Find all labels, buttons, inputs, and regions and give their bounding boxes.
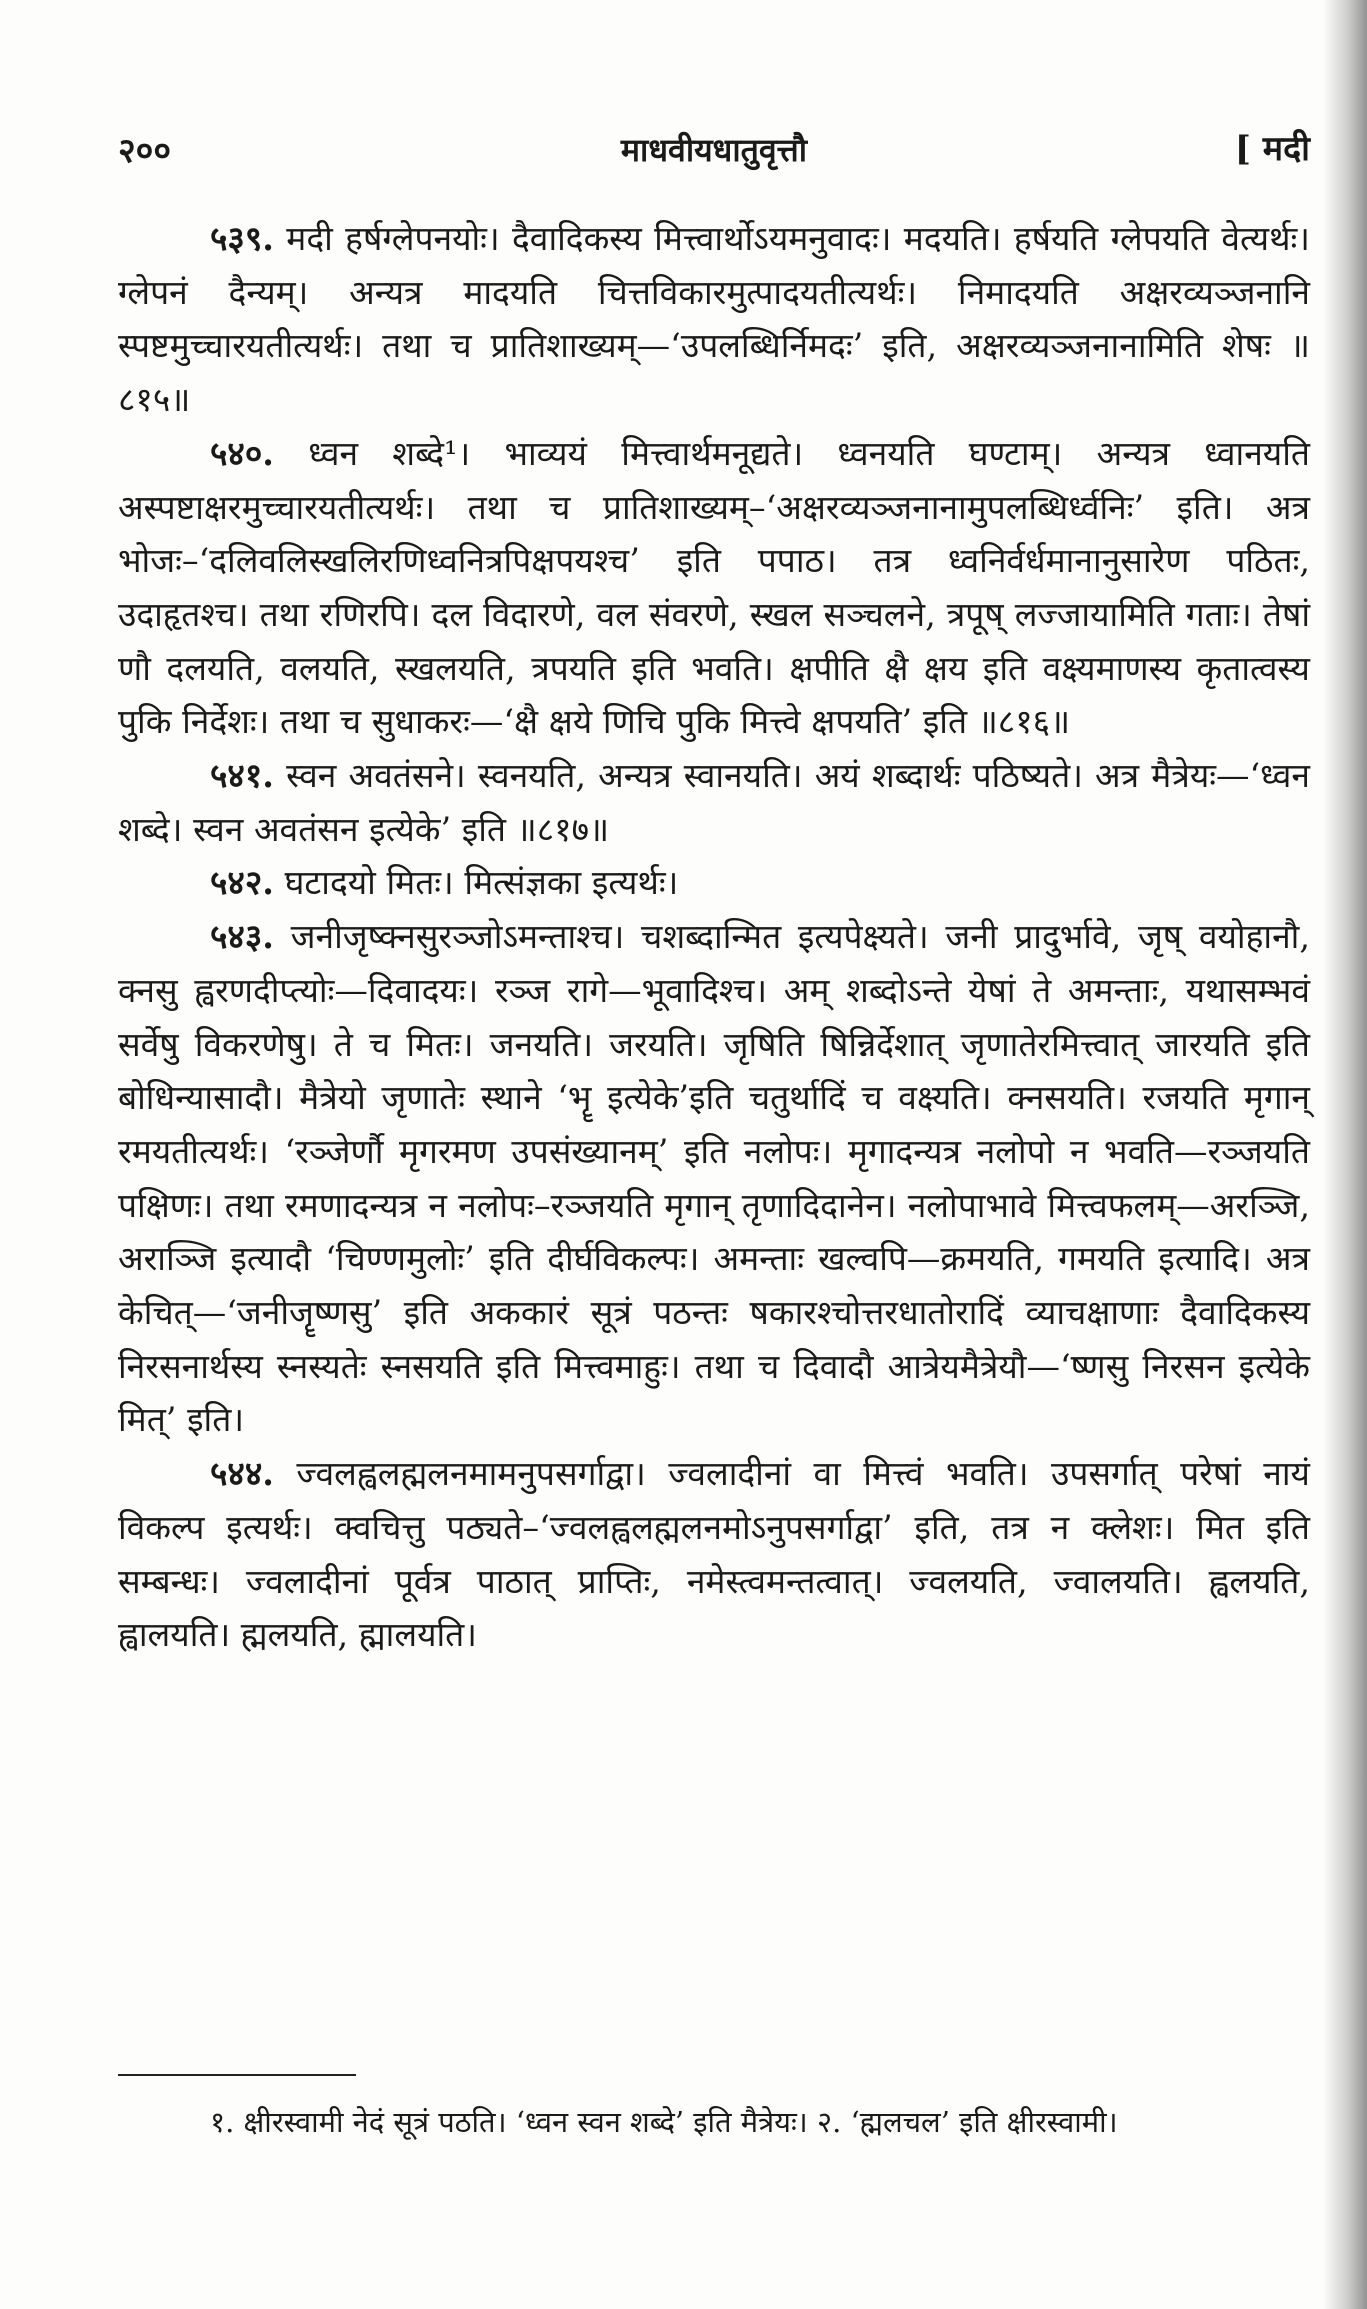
entry-539 [118,212,1310,427]
page-number: २०० [118,131,172,171]
entry-number: ५३९. [210,219,274,258]
entry-number: ५४०. [210,433,274,473]
entry-text: ज्वलह्वलह्मलनमामनुपसर्गाद्वा। ज्वलादीनां वा मित्त्वं भवति। उपसर्गात् परेषां नायं विकल्प इत्यर्थः। क्वचित्तु पठ्यते–‘ज्वलह्वलह्मलनमोऽनुपसर्गाद्वा’ इति, तत्र न क्लेशः। मित इति सम्बन्धः। ज्वलादीनां पूर्वत्र पाठात् प्राप्तिः, नमेस्त्वमन्तत्वात्। ज्वलयति, ज्वालयति। ह्वलयति, ह्वालयति। ह्मलयति, ह्मालयति। [118,1454,1310,1655]
entry-542 [118,856,1310,910]
footnote-divider [118,2074,356,2076]
entry-text: ध्वन शब्दे¹। भाव्ययं मित्त्वार्थमनूद्यते। ध्वनयति घण्टाम्। अन्यत्र ध्वानयति अस्पष्टाक्षरमुच्चारयतीत्यर्थः। तथा च प्रातिशाख्यम्–‘अक्षरव्यञ्जनानामुपलब्धिर्ध्वनिः’ इति। अत्र भोजः–‘दलिवलिस्खलिरणिध्वनित्रपिक्षपयश्च’ इति पपाठ। तत्र ध्वनिर्वर्धमानानुसारेण पठितः, उदाहृतश्च। तथा रणिरपि। दल विदारणे, वल संवरणे, स्खल सञ्चलने, त्रपूष् लज्जायामिति गताः। तेषां णौ दलयति, वलयति, स्खलयति, त्रपयति इति भवति। क्षपीति क्षै क्षय इति वक्ष्यमाणस्य कृतात्वस्य पुकि निर्देशः। तथा च सुधाकरः—‘क्षै क्षये णिचि पुकि मित्त्वे क्षपयति’ इति ॥८१६॥ [118,433,1310,742]
main-text [118,212,1310,1662]
entry-544 [118,1447,1310,1662]
entry-540 [118,427,1310,749]
entry-number: ५४३. [210,917,274,957]
entry-541 [118,749,1310,856]
entry-text: मदी हर्षग्लेपनयोः। दैवादिकस्य मित्त्वार्थोऽयमनुवादः। मदयति। हर्षयति ग्लेपयति वेत्यर्थः। ग्लेपनं दैन्यम्। अन्यत्र मादयति चित्तविकारमुत्पादयतीत्यर्थः। निमादयति अक्षरव्यञ्जनानि स्पष्टमुच्चारयतीत्यर्थः। तथा च प्रातिशाख्यम्—‘उपलब्धिर्निमदः’ इति, अक्षरव्यञ्जनानामिति शेषः ॥८१५॥ [118,219,1310,420]
section-tag: [ मदी [1234,129,1310,169]
entry-text: जनीजृष्क्नसुरञ्जोऽमन्ताश्च। चशब्दान्मित इत्यपेक्ष्यते। जनी प्रादुर्भावे, जृष् वयोहानौ, क्नसु ह्वरणदीप्त्योः—दिवादयः। रञ्ज रागे—भूवादिश्च। अम् शब्दोऽन्ते येषां ते अमन्ताः, यथासम्भवं सर्वेषु विकरणेषु। ते च मितः। जनयति। जरयति। जृषिति षिन्निर्देशात् जृणातेरमित्त्वात् जारयति इति बोधिन्यासादौ। मैत्रेयो जृणातेः स्थाने ‘भॄ इत्येके’इति चतुर्थादिं च वक्ष्यति। क्नसयति। रजयति मृगान् रमयतीत्यर्थः। ‘रञ्जेर्णौ मृगरमण उपसंख्यानम्’ इति नलोपः। मृगादन्यत्र नलोपो न भवति—रञ्जयति पक्षिणः। तथा रमणादन्यत्र न नलोपः–रञ्जयति मृगान् तृणादिदानेन। नलोपाभावे मित्त्वफलम्—अरञ्जि, अराञ्जि इत्यादौ ‘चिण्णमुलोः’ इति दीर्घविकल्पः। अमन्ताः खल्वपि—क्रमयति, गमयति इत्यादि। अत्र केचित्—‘जनीजॄष्णसु’ इति अककारं सूत्रं पठन्तः षकारश्चोत्तरधातोरादिं व्याचक्षाणाः दैवादिकस्य निरसनार्थस्य स्नस्यतेः स्नसयति इति मित्त्वमाहुः। तथा च दिवादौ आत्रेयमैत्रेयौ—‘ष्णसु निरसन इत्येके मित्’ इति। [118,917,1310,1440]
entry-543 [118,910,1310,1447]
page-edge-shadow [1323,0,1367,2309]
entry-text: स्वन अवतंसने। स्वनयति, अन्यत्र स्वानयति। अयं शब्दार्थः पठिष्यते। अत्र मैत्रेयः—‘ध्वन शब्दे। स्वन अवतंसन इत्येके’ इति ॥८१७॥ [118,756,1310,849]
running-title: माधवीयधातुवृत्तौ [620,131,808,169]
entry-number: ५४१. [210,756,274,796]
entry-text: घटादयो मितः। मित्संज्ञका इत्यर्थः। [273,863,679,903]
footnote: १. क्षीरस्वामी नेदं सूत्रं पठति। ‘ध्वन स्वन शब्दे’ इति मैत्रेयः। २. ‘ह्मलचल’ इति क्षीरस्वामी। [210,2105,1118,2139]
entry-number: ५४२. [210,863,274,903]
page-header [118,118,1310,178]
entry-number: ५४४. [210,1454,274,1494]
